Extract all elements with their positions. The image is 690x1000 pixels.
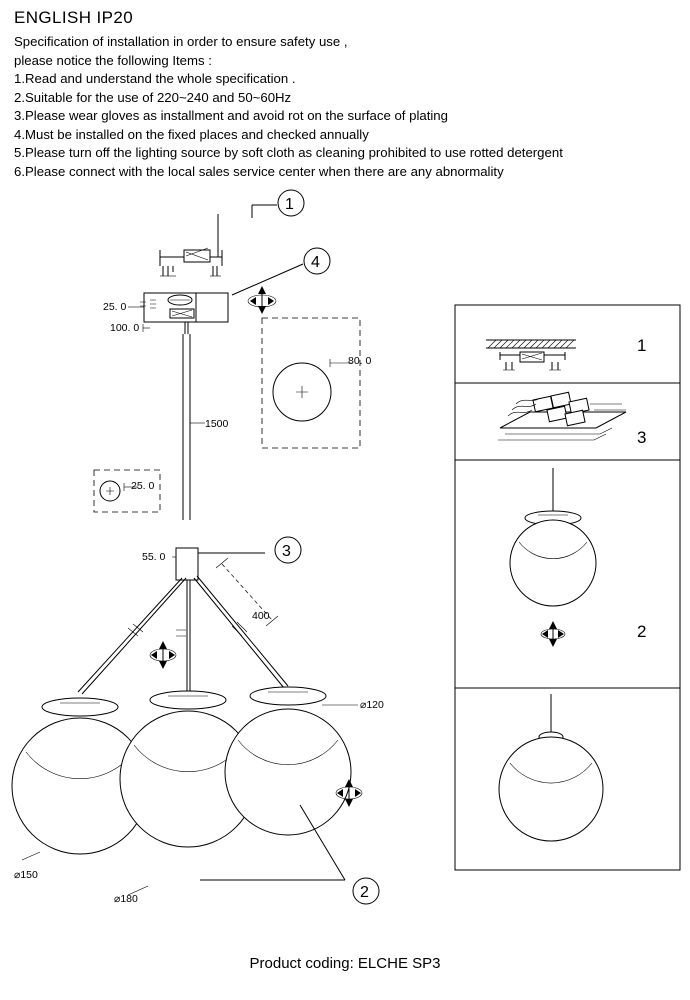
dim-dia180-label: ⌀180 [114,893,138,905]
dim-100-leader [143,324,150,332]
dim-dia150-label: ⌀150 [14,869,38,881]
step-1-label: 1 [637,336,647,355]
step-3-illustration [498,392,626,440]
rotation-arrow-canopy [248,286,276,314]
spec-line: 4.Must be installed on the fixed places and checked annually [14,126,369,142]
step-3-label: 3 [637,428,647,447]
spec-line: 2.Suitable for the use of 220~240 and 50~60Hz [14,89,292,105]
step-2-lower-illustration [499,694,603,841]
spec-line: 5.Please turn off the lighting source by soft cloth as cleaning prohibited to use rotted detergent [14,145,563,160]
dim-dia150-leader [22,852,40,860]
dim-80-label: 80. 0 [348,355,372,367]
step-2-upper-illustration [510,468,596,647]
dim-25-top-leader [128,303,144,311]
dim-25-left-label: 25. 0 [131,480,155,492]
callout-1-label: 1 [285,196,294,213]
spec-line: 6.Please connect with the local sales service center when there are any abnormality [14,163,504,179]
ceiling-bracket-detail [160,214,222,276]
dim-55-label: 55. 0 [142,551,166,563]
spec-line: 3.Please wear gloves as installment and avoid rot on the surface of plating [14,108,448,123]
dim-100-label: 100. 0 [110,322,140,334]
dim-1500-label: 1500 [205,418,229,430]
detail-box-80 [262,318,360,448]
spec-line: Specification of installation in order to ensure safety use , [14,34,348,49]
pendant-globe-right [225,687,351,835]
page-title: ENGLISH IP20 [14,8,134,27]
step-1-illustration [486,340,576,370]
spec-line: please notice the following Items : [14,52,212,68]
callout-1-leader [252,190,304,218]
product-coding: Product coding: ELCHE SP3 [249,955,441,972]
callout-2-label: 2 [360,884,369,901]
central-hub [78,548,288,698]
rotation-arrow-step2 [541,621,565,647]
callout-4-label: 4 [311,254,320,271]
dim-55-leader [172,552,176,562]
dim-25-top-label: 25. 0 [103,301,127,313]
spec-line: 1.Read and understand the whole specification . [14,71,296,86]
rotation-arrow-arm [150,641,176,669]
callout-3-label: 3 [282,543,291,560]
step-2-upper-label: 2 [637,622,647,641]
dim-400-label: 400 [252,610,270,622]
dim-dia120-label: ⌀120 [360,699,384,711]
